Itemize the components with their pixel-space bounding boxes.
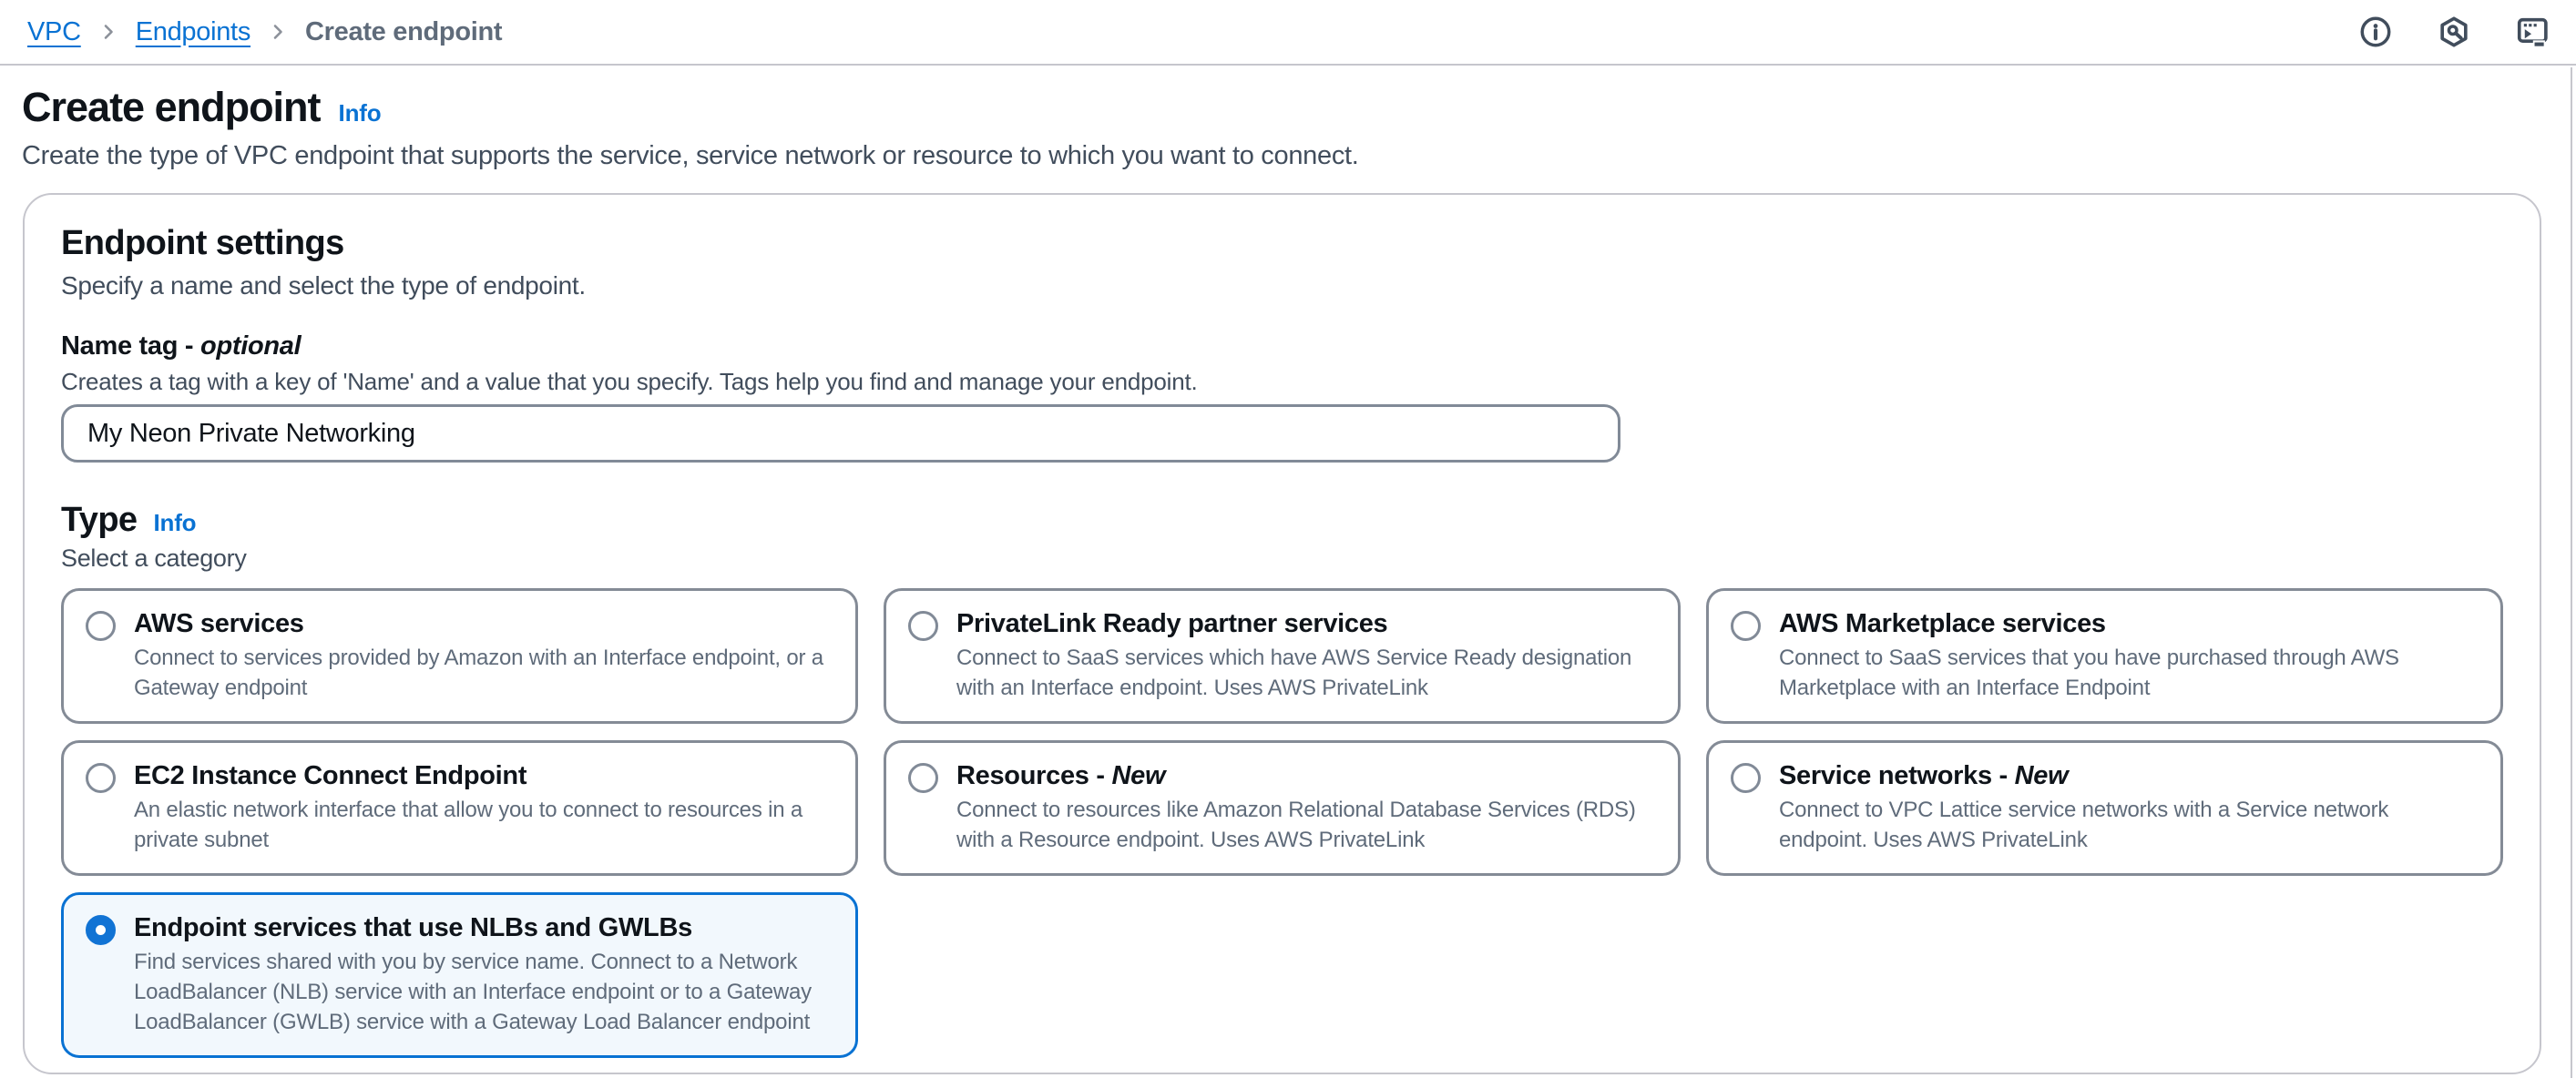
radio-tile-ec2-instance-connect-endpoint[interactable] bbox=[61, 740, 858, 876]
type-tile-grid bbox=[61, 588, 2503, 1058]
tile-label: EC2 Instance Connect Endpoint bbox=[134, 761, 527, 790]
tile-label: Resources - New bbox=[956, 761, 1166, 790]
tile-label: Endpoint services that use NLBs and GWLBs bbox=[134, 913, 692, 942]
radio-button[interactable] bbox=[908, 763, 938, 793]
breadcrumb-link-endpoints[interactable]: Endpoints bbox=[135, 16, 251, 46]
page-info-link[interactable]: Info bbox=[338, 99, 382, 127]
radio-button[interactable] bbox=[908, 611, 938, 641]
radio-button[interactable] bbox=[86, 611, 116, 641]
tile-label: Service networks - New bbox=[1779, 761, 2069, 790]
page-header bbox=[0, 66, 2576, 173]
page-title: Create endpoint bbox=[22, 84, 321, 130]
breadcrumb bbox=[27, 17, 502, 47]
optional-label: optional bbox=[200, 331, 302, 361]
info-icon[interactable] bbox=[2357, 14, 2394, 50]
page-description: Create the type of VPC endpoint that supports the service, service network or resource to which you want to connect. bbox=[22, 141, 1359, 170]
tile-description: An elastic network interface that allow you to connect to resources in a private subnet bbox=[134, 798, 802, 852]
type-title: Type bbox=[61, 501, 138, 539]
radio-tile-aws-marketplace-services[interactable] bbox=[1706, 588, 2503, 724]
chevron-right-icon bbox=[267, 21, 289, 43]
name-tag-label: Name tag - optional bbox=[61, 331, 302, 361]
name-tag-input[interactable] bbox=[61, 404, 1620, 463]
tile-label: PrivateLink Ready partner services bbox=[956, 609, 1388, 638]
type-subtitle: Select a category bbox=[61, 544, 247, 572]
radio-button[interactable] bbox=[1731, 763, 1761, 793]
radio-tile-resources[interactable] bbox=[884, 740, 1681, 876]
amazon-q-icon[interactable] bbox=[2436, 14, 2472, 50]
radio-button[interactable] bbox=[86, 763, 116, 793]
radio-button[interactable] bbox=[1731, 611, 1761, 641]
radio-button[interactable] bbox=[86, 915, 116, 945]
radio-tile-privatelink-ready-partner-services[interactable] bbox=[884, 588, 1681, 724]
endpoint-settings-panel bbox=[23, 193, 2541, 1074]
top-navigation-bar bbox=[0, 0, 2576, 66]
tile-description: Find services shared with you by service name. Connect to a Network LoadBalancer (NLB) service with an Interface endpoint or to a Gateway LoadBalancer (GWLB) service with a Gateway Load Balancer endpoint bbox=[134, 950, 812, 1034]
type-info-link[interactable]: Info bbox=[153, 509, 197, 536]
tile-description: Connect to SaaS services that you have purchased through AWS Marketplace with an Interface Endpoint bbox=[1779, 646, 2399, 700]
type-section bbox=[61, 499, 2503, 1058]
name-tag-field bbox=[61, 330, 2503, 463]
tile-description: Connect to resources like Amazon Relational Database Services (RDS) with a Resource endpoint. Uses AWS PrivateLink bbox=[956, 798, 1636, 852]
tile-description: Connect to VPC Lattice service networks with a Service network endpoint. Uses AWS PrivateLink bbox=[1779, 798, 2389, 852]
tile-label: AWS services bbox=[134, 609, 304, 638]
panel-description: Specify a name and select the type of endpoint. bbox=[61, 271, 586, 300]
chevron-right-icon bbox=[97, 21, 119, 43]
cloudshell-icon[interactable] bbox=[2514, 14, 2550, 50]
panel-title: Endpoint settings bbox=[61, 224, 344, 262]
breadcrumb-current: Create endpoint bbox=[305, 16, 503, 46]
radio-tile-service-networks[interactable] bbox=[1706, 740, 2503, 876]
radio-tile-aws-services[interactable] bbox=[61, 588, 858, 724]
breadcrumb-link-vpc[interactable]: VPC bbox=[27, 16, 81, 46]
side-panel-border bbox=[2571, 67, 2572, 1078]
name-tag-description: Creates a tag with a key of 'Name' and a value that you specify. Tags help you find and manage your endpoint. bbox=[61, 368, 1198, 395]
tile-label: AWS Marketplace services bbox=[1779, 609, 2106, 638]
radio-tile-endpoint-services-that-use-nlbs-and-gwlbs[interactable] bbox=[61, 892, 858, 1058]
tile-description: Connect to services provided by Amazon with an Interface endpoint, or a Gateway endpoint bbox=[134, 646, 823, 700]
tile-description: Connect to SaaS services which have AWS Service Ready designation with an Interface endpoint. Uses AWS PrivateLink bbox=[956, 646, 1632, 700]
